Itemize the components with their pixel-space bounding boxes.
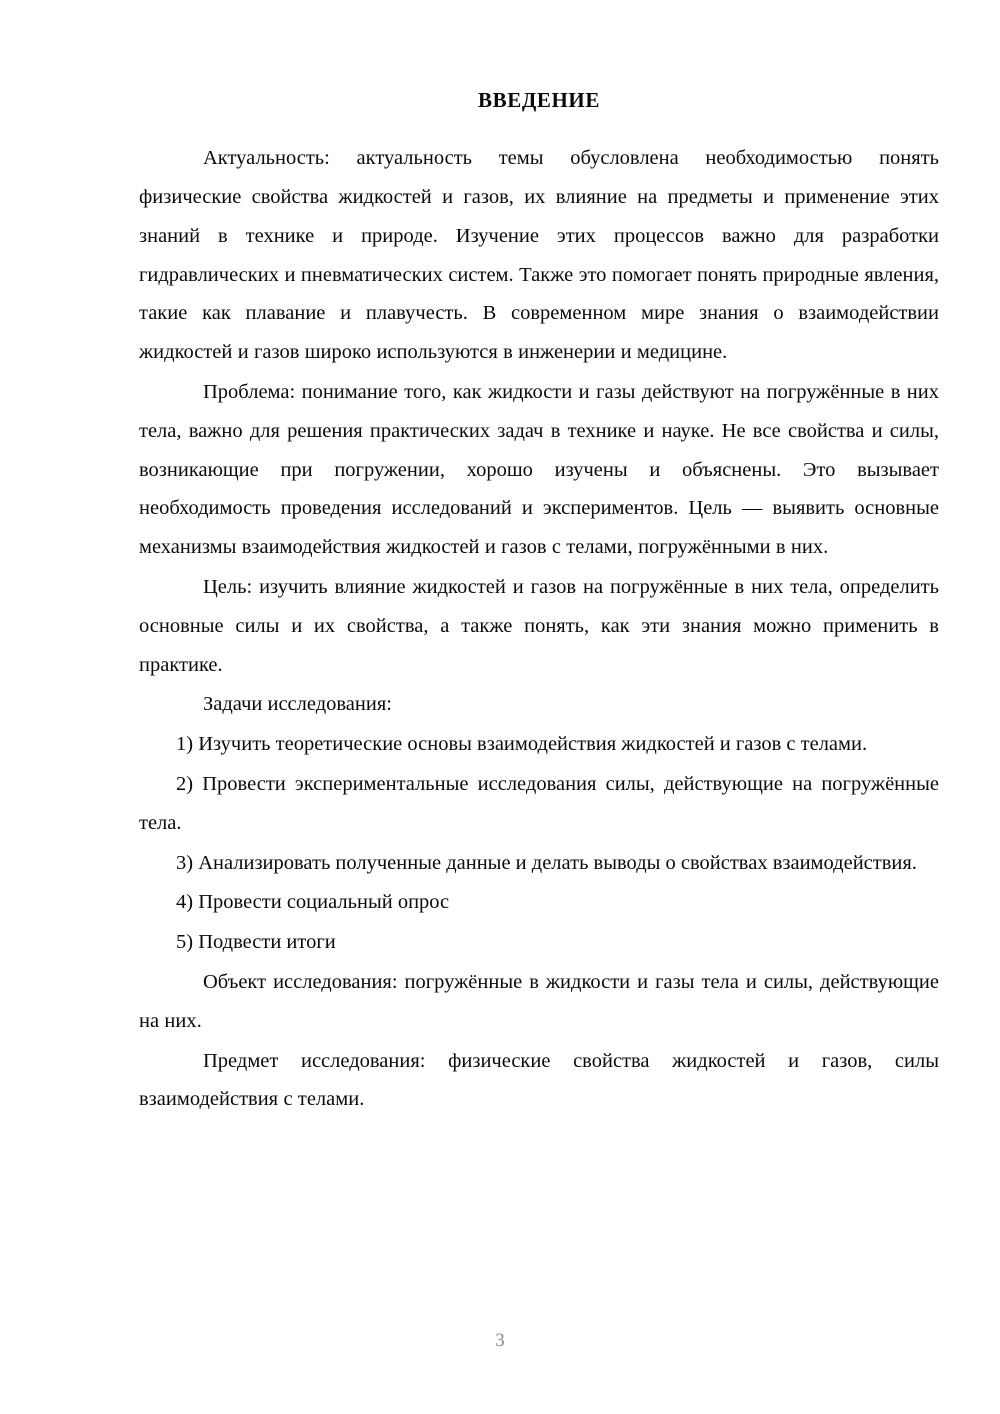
paragraph-subject: Предмет исследования: физические свойства жидкостей и газов, силы взаимодействия с телами. <box>139 1049 939 1111</box>
list-item: 3) Анализировать полученные данные и делать выводы о свойствах взаимодействия. <box>176 851 917 874</box>
tasks-heading: Задачи исследования: <box>203 693 392 716</box>
document-body <box>139 88 939 1120</box>
paragraph-problem: Проблема: понимание того, как жидкости и газы действуют на погружённые в них тела, важно для решения практических задач в технике и науке. Не все свойства и силы, возникающие при погружении, хорошо изучены и объяснены. Это вызывает необходимость проведения исследований и экспериментов. Цель — выявить основные механизмы взаимодействия жидкостей и газов с телами, погружёнными в них. <box>139 380 939 559</box>
paragraph-object: Объект исследования: погружённые в жидкости и газы тела и силы, действующие на них. <box>139 970 939 1032</box>
list-item: 5) Подвести итоги <box>176 931 336 954</box>
page-title: ВВЕДЕНИЕ <box>478 88 600 112</box>
list-item: 1) Изучить теоретические основы взаимодействия жидкостей и газов с телами. <box>176 733 868 756</box>
page-number: 3 <box>495 1330 505 1351</box>
paragraph-goal: Цель: изучить влияние жидкостей и газов на погружённые в них тела, определить основные силы и их свойства, а также понять, как эти знания можно применить в практике. <box>139 575 939 676</box>
list-item: 4) Провести социальный опрос <box>176 891 450 914</box>
list-item: 2) Провести экспериментальные исследования силы, действующие на погружённые тела. <box>139 772 939 834</box>
paragraph-relevance: Актуальность: актуальность темы обусловлена необходимостью понять физические свойства жидкостей и газов, их влияние на предметы и применение этих знаний в технике и природе. Изучение этих процессов важно для разработки гидравлических и пневматических систем. Также это помогает понять природные явления, такие как плавание и плавучесть. В современном мире знания о взаимодействии жидкостей и газов широко используются в инженерии и медицине. <box>139 147 939 364</box>
